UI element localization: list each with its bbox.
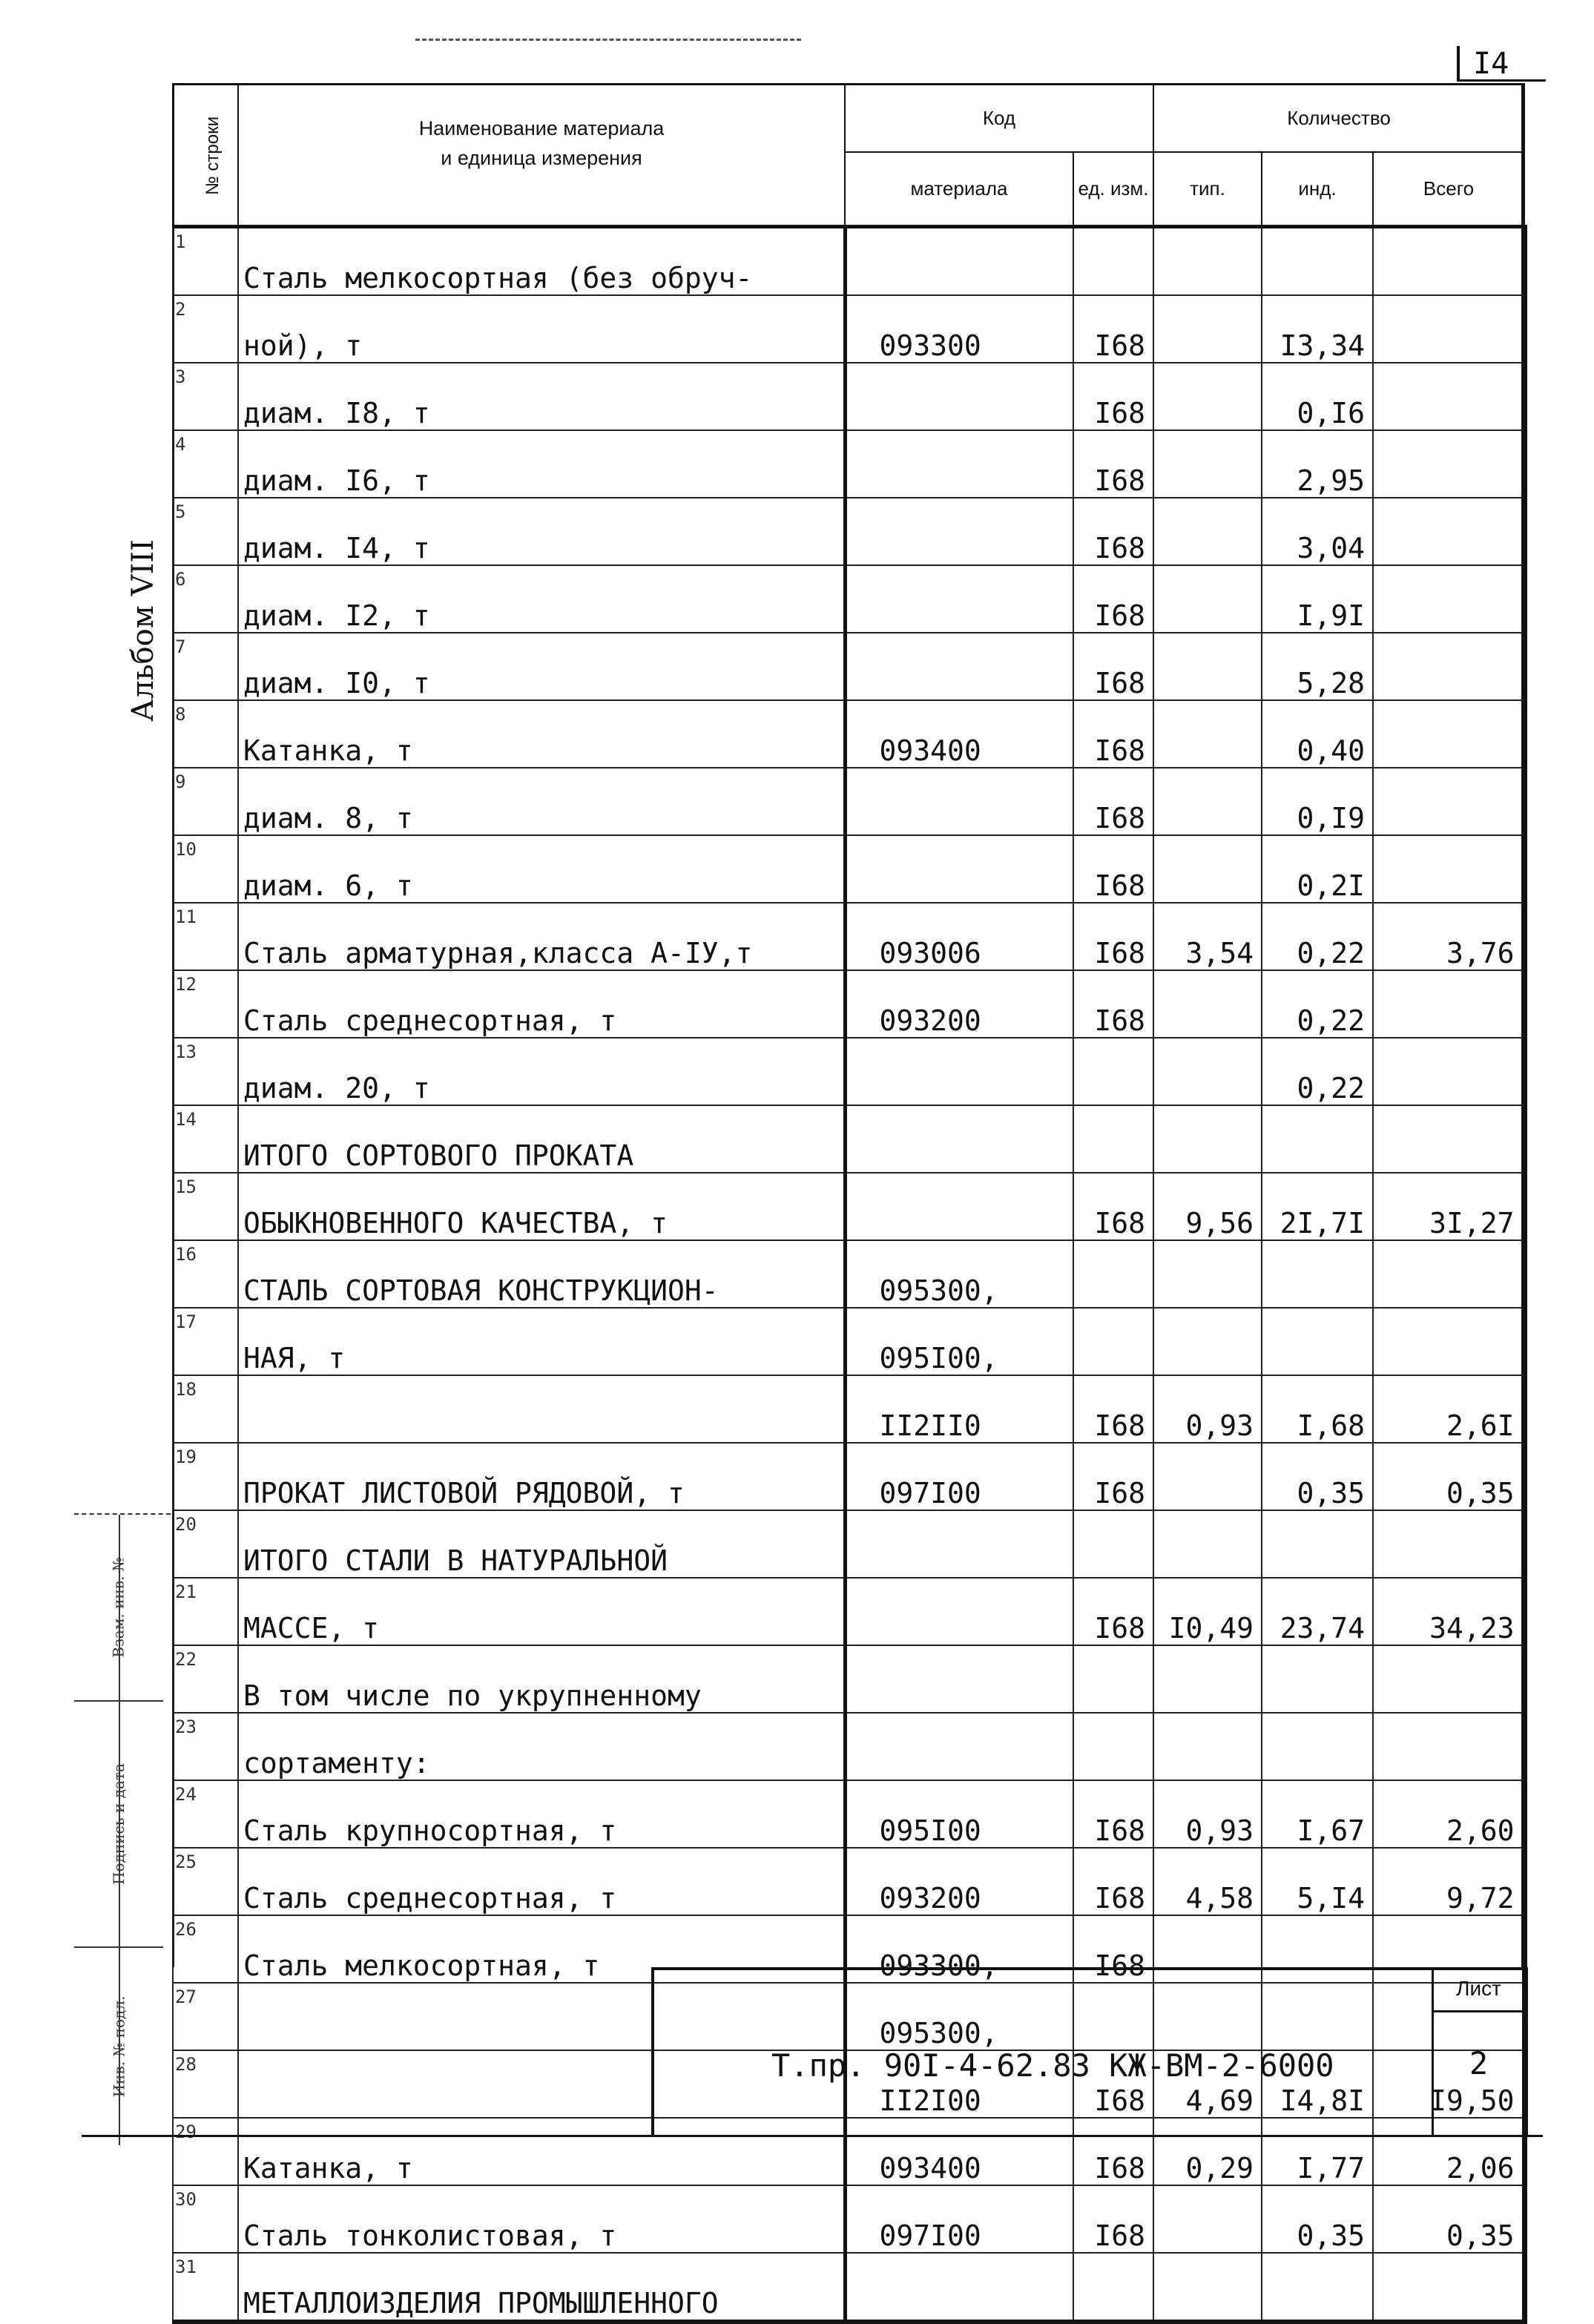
table-row — [173, 700, 1524, 768]
row-number-cell: 30 — [173, 2185, 238, 2253]
qty-total-cell — [1373, 565, 1524, 633]
unit-code-cell: I68 — [1073, 498, 1153, 565]
table-row — [173, 1375, 1524, 1443]
qty-total-cell — [1373, 1510, 1524, 1578]
table-row — [173, 903, 1524, 970]
material-code-cell: 095I00, — [845, 1308, 1073, 1375]
unit-code-cell — [1073, 226, 1153, 295]
qty-ind-cell: I,67 — [1262, 1780, 1373, 1848]
qty-total-cell: I9,50 — [1373, 2050, 1524, 2118]
table-row — [173, 430, 1524, 498]
qty-typ-cell — [1153, 363, 1262, 430]
material-code-cell — [845, 1105, 1073, 1173]
qty-ind-cell — [1262, 1645, 1373, 1713]
qty-total-cell: 9,72 — [1373, 1848, 1524, 1915]
material-name-cell — [238, 1375, 845, 1443]
header-unit: ед. изм. — [1073, 152, 1153, 226]
qty-typ-cell: 0,29 — [1153, 2118, 1262, 2185]
qty-ind-cell: 0,I9 — [1262, 768, 1373, 835]
row-number-cell: 31 — [173, 2253, 238, 2322]
material-name-cell: ОБЫКНОВЕННОГО КАЧЕСТВА, т — [238, 1173, 845, 1240]
material-code-cell — [845, 633, 1073, 700]
stamp-sign-date: Подпись и дата — [74, 1702, 163, 1948]
table-row — [173, 1173, 1524, 1240]
qty-ind-cell: I3,34 — [1262, 295, 1373, 363]
unit-code-cell: I68 — [1073, 2050, 1153, 2118]
unit-code-cell: I68 — [1073, 1173, 1153, 1240]
material-name-cell: Катанка, т — [238, 700, 845, 768]
qty-ind-cell — [1262, 1308, 1373, 1375]
qty-typ-cell — [1153, 1105, 1262, 1173]
table-row — [173, 1443, 1524, 1510]
sheet-number: 2 — [1469, 2045, 1489, 2081]
table-row — [173, 1038, 1524, 1105]
qty-total-cell — [1373, 1038, 1524, 1105]
qty-ind-cell: I,77 — [1262, 2118, 1373, 2185]
material-code-cell — [845, 565, 1073, 633]
header-quantity: Количество — [1153, 84, 1524, 152]
qty-ind-cell — [1262, 1510, 1373, 1578]
material-name-cell: диам. I2, т — [238, 565, 845, 633]
row-number-cell: 26 — [173, 1915, 238, 1983]
material-name-cell: Сталь мелкосортная, т — [238, 1915, 845, 1983]
qty-typ-cell — [1153, 1510, 1262, 1578]
material-name-cell: диам. I6, т — [238, 430, 845, 498]
material-code-cell: 097I00 — [845, 1443, 1073, 1510]
qty-total-cell — [1373, 835, 1524, 903]
unit-code-cell — [1073, 1308, 1153, 1375]
qty-ind-cell: 2,95 — [1262, 430, 1373, 498]
qty-ind-cell: 0,22 — [1262, 1038, 1373, 1105]
material-name-cell: Сталь тонколистовая, т — [238, 2185, 845, 2253]
row-number-cell: 24 — [173, 1780, 238, 1848]
unit-code-cell — [1073, 1105, 1153, 1173]
qty-ind-cell — [1262, 1713, 1373, 1780]
material-code-cell: 095300, — [845, 1983, 1073, 2050]
material-name-cell: ИТОГО СОРТОВОГО ПРОКАТА — [238, 1105, 845, 1173]
unit-code-cell: I68 — [1073, 1375, 1153, 1443]
row-number-cell: 13 — [173, 1038, 238, 1105]
material-name-cell: сортаменту: — [238, 1713, 845, 1780]
header-code: Код — [845, 84, 1153, 152]
qty-typ-cell: I0,49 — [1153, 1578, 1262, 1645]
approval-stamps — [74, 1513, 171, 2145]
material-code-cell: 095I00 — [845, 1780, 1073, 1848]
table-row — [173, 633, 1524, 700]
unit-code-cell: I68 — [1073, 2185, 1153, 2253]
qty-total-cell — [1373, 1713, 1524, 1780]
row-number-cell: 22 — [173, 1645, 238, 1713]
table-row — [173, 565, 1524, 633]
qty-typ-cell: 9,56 — [1153, 1173, 1262, 1240]
row-number-cell: 25 — [173, 1848, 238, 1915]
qty-total-cell — [1373, 633, 1524, 700]
qty-total-cell — [1373, 498, 1524, 565]
qty-ind-cell: 0,2I — [1262, 835, 1373, 903]
material-code-cell — [845, 226, 1073, 295]
table-row — [173, 1105, 1524, 1173]
material-code-cell — [845, 1578, 1073, 1645]
qty-ind-cell: 23,74 — [1262, 1578, 1373, 1645]
material-name-cell: ПРОКАТ ЛИСТОВОЙ РЯДОВОЙ, т — [238, 1443, 845, 1510]
document-designation: Т.пр. 90I-4-62.83 КЖ-ВМ-2-6000 — [771, 2047, 1334, 2084]
qty-typ-cell: 0,93 — [1153, 1780, 1262, 1848]
material-code-cell — [845, 1713, 1073, 1780]
qty-ind-cell — [1262, 2253, 1373, 2322]
qty-typ-cell — [1153, 1038, 1262, 1105]
material-code-cell: 095300, — [845, 1240, 1073, 1308]
qty-typ-cell — [1153, 2185, 1262, 2253]
unit-code-cell: I68 — [1073, 430, 1153, 498]
material-name-cell: МАССЕ, т — [238, 1578, 845, 1645]
unit-code-cell — [1073, 1038, 1153, 1105]
album-label-text: Альбом VIII — [126, 539, 161, 722]
qty-total-cell — [1373, 970, 1524, 1038]
qty-ind-cell: 0,35 — [1262, 2185, 1373, 2253]
material-code-cell: 093200 — [845, 1848, 1073, 1915]
row-number-cell: 3 — [173, 363, 238, 430]
material-name-cell: В том числе по укрупненному — [238, 1645, 845, 1713]
unit-code-cell: I68 — [1073, 363, 1153, 430]
top-mark-line — [415, 39, 801, 41]
material-code-cell: II2II0 — [845, 1375, 1073, 1443]
qty-typ-cell — [1153, 835, 1262, 903]
row-number-cell: 2 — [173, 295, 238, 363]
material-code-cell — [845, 768, 1073, 835]
material-code-cell — [845, 1173, 1073, 1240]
row-number-cell: 1 — [173, 226, 238, 295]
material-code-cell — [845, 363, 1073, 430]
material-code-cell: 093300, — [845, 1915, 1073, 1983]
unit-code-cell: I68 — [1073, 768, 1153, 835]
table-row — [173, 768, 1524, 835]
qty-total-cell — [1373, 700, 1524, 768]
qty-total-cell: 2,06 — [1373, 2118, 1524, 2185]
unit-code-cell — [1073, 1510, 1153, 1578]
material-name-cell: ИТОГО СТАЛИ В НАТУРАЛЬНОЙ — [238, 1510, 845, 1578]
material-name-cell: Катанка, т — [238, 2118, 845, 2185]
qty-ind-cell — [1262, 226, 1373, 295]
table-row — [173, 363, 1524, 430]
sheet-box — [1432, 1967, 1524, 2135]
qty-ind-cell: 0,22 — [1262, 903, 1373, 970]
table-row — [173, 1308, 1524, 1375]
row-number-cell: 10 — [173, 835, 238, 903]
table-row — [173, 226, 1524, 295]
table-row — [173, 1645, 1524, 1713]
stamp-divider — [119, 1515, 120, 2145]
row-number-cell: 16 — [173, 1240, 238, 1308]
row-number-cell: 15 — [173, 1173, 238, 1240]
qty-typ-cell — [1153, 1240, 1262, 1308]
qty-total-cell — [1373, 295, 1524, 363]
row-number-cell: 28 — [173, 2050, 238, 2118]
qty-typ-cell — [1153, 2253, 1262, 2322]
qty-typ-cell: 4,58 — [1153, 1848, 1262, 1915]
material-code-cell — [845, 498, 1073, 565]
header-row-number: № строки — [173, 84, 238, 226]
qty-ind-cell — [1262, 1240, 1373, 1308]
qty-ind-cell: I4,8I — [1262, 2050, 1373, 2118]
qty-ind-cell: I,68 — [1262, 1375, 1373, 1443]
qty-total-cell — [1373, 1105, 1524, 1173]
material-code-cell — [845, 430, 1073, 498]
material-code-cell — [845, 1038, 1073, 1105]
header-name-line2: и единица измерения — [441, 147, 642, 170]
table-row — [173, 498, 1524, 565]
sheet-label: Лист — [1434, 1967, 1524, 2012]
table-row — [173, 2185, 1524, 2253]
row-number-cell: 18 — [173, 1375, 238, 1443]
unit-code-cell: I68 — [1073, 903, 1153, 970]
table-row — [173, 295, 1524, 363]
material-name-cell: диам. I8, т — [238, 363, 845, 430]
qty-total-cell: 34,23 — [1373, 1578, 1524, 1645]
material-name-cell: Сталь среднесортная, т — [238, 1848, 845, 1915]
qty-typ-cell — [1153, 633, 1262, 700]
table-row — [173, 1510, 1524, 1578]
unit-code-cell: I68 — [1073, 700, 1153, 768]
qty-ind-cell: 5,28 — [1262, 633, 1373, 700]
unit-code-cell: I68 — [1073, 835, 1153, 903]
material-code-cell: 093400 — [845, 700, 1073, 768]
unit-code-cell: I68 — [1073, 1578, 1153, 1645]
qty-typ-cell — [1153, 565, 1262, 633]
material-name-cell: диам. 8, т — [238, 768, 845, 835]
qty-total-cell: 2,60 — [1373, 1780, 1524, 1848]
row-number-cell: 29 — [173, 2118, 238, 2185]
row-number-cell: 17 — [173, 1308, 238, 1375]
qty-total-cell — [1373, 1308, 1524, 1375]
material-code-cell: 093006 — [845, 903, 1073, 970]
unit-code-cell: I68 — [1073, 1848, 1153, 1915]
qty-total-cell — [1373, 1645, 1524, 1713]
table-row — [173, 1780, 1524, 1848]
row-number-cell: 19 — [173, 1443, 238, 1510]
material-name-cell: СТАЛЬ СОРТОВАЯ КОНСТРУКЦИОН- — [238, 1240, 845, 1308]
qty-total-cell — [1373, 1240, 1524, 1308]
row-number-cell: 6 — [173, 565, 238, 633]
qty-ind-cell: 2I,7I — [1262, 1173, 1373, 1240]
header-name — [238, 84, 845, 226]
unit-code-cell: I68 — [1073, 970, 1153, 1038]
qty-typ-cell — [1153, 970, 1262, 1038]
table-row — [173, 1848, 1524, 1915]
material-code-cell — [845, 1645, 1073, 1713]
material-name-cell: Сталь арматурная,класса А-IУ,т — [238, 903, 845, 970]
table-row — [173, 1240, 1524, 1308]
row-number-cell: 7 — [173, 633, 238, 700]
row-number-cell: 8 — [173, 700, 238, 768]
qty-typ-cell — [1153, 498, 1262, 565]
qty-total-cell — [1373, 363, 1524, 430]
qty-typ-cell — [1153, 295, 1262, 363]
qty-total-cell — [1373, 2253, 1524, 2322]
row-number-cell: 23 — [173, 1713, 238, 1780]
qty-ind-cell: I,9I — [1262, 565, 1373, 633]
album-label — [117, 519, 169, 742]
stamp-inv-orig: Инв. № подл. — [110, 1995, 128, 2098]
qty-typ-cell — [1153, 768, 1262, 835]
material-code-cell — [845, 1510, 1073, 1578]
row-number-cell: 14 — [173, 1105, 238, 1173]
qty-total-cell: 2,6I — [1373, 1375, 1524, 1443]
material-code-cell: 093200 — [845, 970, 1073, 1038]
qty-typ-cell — [1153, 1713, 1262, 1780]
material-code-cell: 093400 — [845, 2118, 1073, 2185]
qty-ind-cell — [1262, 1105, 1373, 1173]
page-number: I4 — [1457, 46, 1546, 82]
table-row — [173, 2253, 1524, 2322]
table-row — [173, 1578, 1524, 1645]
row-number-cell: 27 — [173, 1983, 238, 2050]
qty-typ-cell — [1153, 430, 1262, 498]
qty-ind-cell: 0,22 — [1262, 970, 1373, 1038]
material-name-cell: диам. I4, т — [238, 498, 845, 565]
row-number-cell: 4 — [173, 430, 238, 498]
qty-ind-cell: 0,I6 — [1262, 363, 1373, 430]
material-name-cell: Сталь мелкосортная (без обруч- — [238, 226, 845, 295]
qty-typ-cell — [1153, 226, 1262, 295]
qty-typ-cell — [1153, 1645, 1262, 1713]
qty-total-cell: 3,76 — [1373, 903, 1524, 970]
unit-code-cell — [1073, 1645, 1153, 1713]
material-code-cell: 093300 — [845, 295, 1073, 363]
unit-code-cell: I68 — [1073, 2118, 1153, 2185]
material-name-cell: ной), т — [238, 295, 845, 363]
qty-typ-cell: 3,54 — [1153, 903, 1262, 970]
table-row — [173, 835, 1524, 903]
material-code-cell: II2I00 — [845, 2050, 1073, 2118]
material-name-cell: НАЯ, т — [238, 1308, 845, 1375]
qty-ind-cell: 0,35 — [1262, 1443, 1373, 1510]
header-name-line1: Наименование материала — [418, 117, 665, 140]
material-code-cell — [845, 835, 1073, 903]
qty-ind-cell: 0,40 — [1262, 700, 1373, 768]
qty-total-cell: 3I,27 — [1373, 1173, 1524, 1240]
row-number-cell: 20 — [173, 1510, 238, 1578]
unit-code-cell: I68 — [1073, 565, 1153, 633]
table-row — [173, 1713, 1524, 1780]
unit-code-cell: I68 — [1073, 1915, 1153, 1983]
row-number-cell: 9 — [173, 768, 238, 835]
material-name-cell: Сталь среднесортная, т — [238, 970, 845, 1038]
unit-code-cell: I68 — [1073, 633, 1153, 700]
material-name-cell: диам. 6, т — [238, 835, 845, 903]
material-code-cell: 097I00 — [845, 2185, 1073, 2253]
table-row — [173, 970, 1524, 1038]
header-material: материала — [845, 152, 1073, 226]
qty-total-cell — [1373, 226, 1524, 295]
qty-total-cell — [1373, 768, 1524, 835]
unit-code-cell — [1073, 1240, 1153, 1308]
qty-total-cell — [1373, 430, 1524, 498]
material-name-cell: МЕТАЛЛОИЗДЕЛИЯ ПРОМЫШЛЕННОГО — [238, 2253, 845, 2322]
qty-typ-cell: 4,69 — [1153, 2050, 1262, 2118]
row-number-cell: 11 — [173, 903, 238, 970]
unit-code-cell: I68 — [1073, 1780, 1153, 1848]
unit-code-cell — [1073, 1713, 1153, 1780]
material-name-cell: диам. I0, т — [238, 633, 845, 700]
bottom-border — [82, 2135, 1543, 2137]
stamp-replace-inv: Взам. инв. № — [74, 1515, 163, 1702]
header-ind: инд. — [1262, 152, 1373, 226]
header-row-1 — [173, 84, 1524, 152]
qty-typ-cell — [1153, 1443, 1262, 1510]
qty-typ-cell — [1153, 700, 1262, 768]
qty-ind-cell: 3,04 — [1262, 498, 1373, 565]
material-name-cell: Сталь крупносортная, т — [238, 1780, 845, 1848]
unit-code-cell: I68 — [1073, 295, 1153, 363]
qty-typ-cell — [1153, 1308, 1262, 1375]
qty-ind-cell: 5,I4 — [1262, 1848, 1373, 1915]
qty-total-cell: 0,35 — [1373, 2185, 1524, 2253]
qty-typ-cell: 0,93 — [1153, 1375, 1262, 1443]
qty-total-cell: 0,35 — [1373, 1443, 1524, 1510]
unit-code-cell: I68 — [1073, 1443, 1153, 1510]
header-typ: тип. — [1153, 152, 1262, 226]
row-number-cell: 21 — [173, 1578, 238, 1645]
material-code-cell — [845, 2253, 1073, 2322]
material-name-cell: диам. 20, т — [238, 1038, 845, 1105]
header-total: Всего — [1373, 152, 1524, 226]
row-number-cell: 12 — [173, 970, 238, 1038]
row-number-cell: 5 — [173, 498, 238, 565]
unit-code-cell — [1073, 2253, 1153, 2322]
